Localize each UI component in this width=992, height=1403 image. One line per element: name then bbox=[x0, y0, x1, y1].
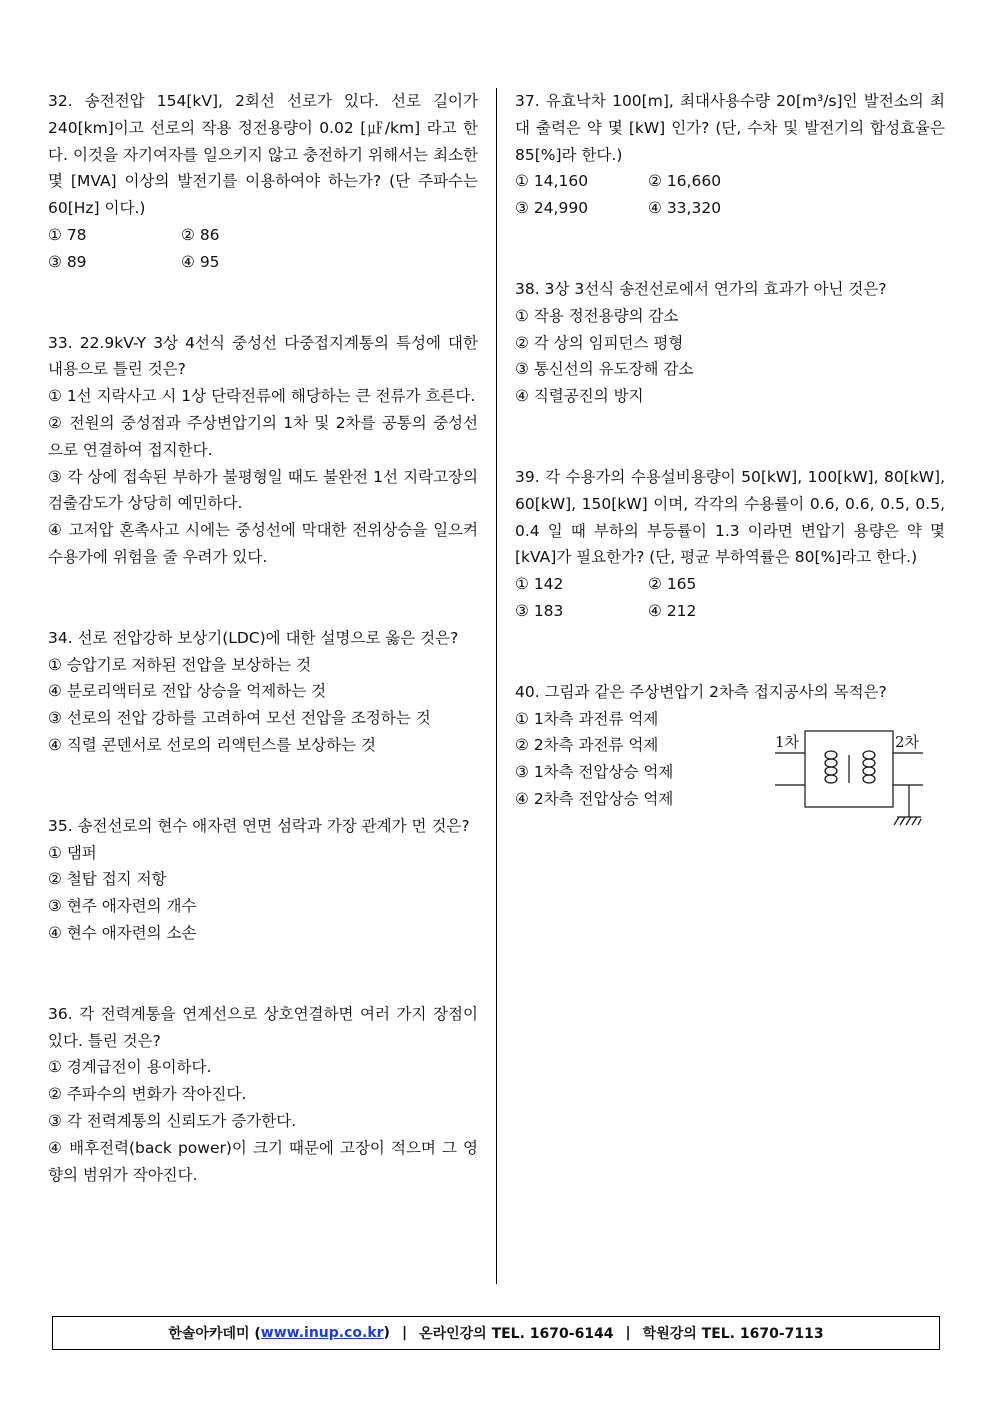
question-stem: 38. 3상 3선식 송전선로에서 연가의 효과가 아닌 것은? bbox=[515, 279, 887, 298]
ground-icon bbox=[894, 817, 921, 825]
option-row bbox=[48, 249, 478, 276]
option-3[interactable]: ③ 선로의 전압 강하를 고려하여 모선 전압을 조정하는 것 bbox=[48, 709, 431, 728]
question-33 bbox=[48, 330, 478, 571]
option-4[interactable]: ④ 직렬공진의 방지 bbox=[515, 387, 644, 406]
option-3[interactable]: ③ 각 상에 접속된 부하가 불평형일 때도 불완전 1선 지락고장의 검출감도가 상당히 예민하다. bbox=[48, 467, 478, 513]
secondary-coil-icon bbox=[863, 751, 875, 783]
option-4[interactable]: ④ 33,320 bbox=[648, 199, 722, 218]
page-footer bbox=[52, 1316, 940, 1350]
transformer-diagram bbox=[773, 725, 933, 837]
option-1[interactable]: ① 작용 정전용량의 감소 bbox=[515, 306, 679, 325]
option-row bbox=[515, 571, 945, 598]
footer-separator: | bbox=[401, 1325, 408, 1341]
left-column bbox=[48, 88, 478, 1188]
option-3[interactable]: ③ 1차측 전압상승 억제 bbox=[515, 763, 674, 782]
question-stem: 34. 선로 전압강하 보상기(LDC)에 대한 설명으로 옳은 것은? bbox=[48, 628, 459, 647]
primary-label: 1차 bbox=[775, 732, 800, 751]
question-stem: 36. 각 전력계통을 연계선으로 상호연결하면 여러 가지 장점이 있다. 틀린 것은? bbox=[48, 1004, 478, 1050]
website-link[interactable]: www.inup.co.kr bbox=[260, 1325, 384, 1341]
question-stem: 37. 유효낙차 100[m], 최대사용수량 20[m³/s]인 발전소의 최대 출력은 약 몇 [kW] 인가? (단, 수차 및 발전기의 합성효율은 85[%]라 한다.) bbox=[515, 92, 945, 164]
footer-separator: | bbox=[625, 1325, 631, 1341]
question-38 bbox=[515, 276, 945, 410]
option-row bbox=[515, 168, 945, 195]
option-3[interactable]: ③ 24,990 bbox=[515, 199, 589, 218]
option-4[interactable]: ④ 현수 애자련의 소손 bbox=[48, 923, 197, 942]
option-2[interactable]: ② 2차측 과전류 억제 bbox=[515, 736, 659, 755]
academy-name: 한솔아카데미 ( bbox=[168, 1326, 261, 1342]
online-phone: 온라인강의 TEL. 1670-6144 bbox=[419, 1326, 614, 1342]
option-4[interactable]: ④ 212 bbox=[648, 601, 697, 620]
question-37 bbox=[515, 88, 945, 222]
option-4[interactable]: ④ 직렬 콘덴서로 선로의 리액턴스를 보상하는 것 bbox=[48, 735, 376, 754]
option-1[interactable]: ① 78 bbox=[48, 225, 87, 244]
question-39 bbox=[515, 464, 945, 625]
option-4[interactable]: ④ 배후전력(back power)이 크기 때문에 고장이 적으며 그 영향의 범위가 작아진다. bbox=[48, 1138, 478, 1184]
option-1[interactable]: ① 1차측 과전류 억제 bbox=[515, 709, 659, 728]
option-2[interactable]: ② 16,660 bbox=[648, 172, 722, 191]
option-2[interactable]: ② 주파수의 변화가 작아진다. bbox=[48, 1085, 247, 1104]
column-divider bbox=[496, 88, 497, 1284]
option-3[interactable]: ③ 89 bbox=[48, 252, 87, 271]
option-4[interactable]: ④ 고저압 혼촉사고 시에는 중성선에 막대한 전위상승을 일으켜 수용가에 위험을 줄 우려가 있다. bbox=[48, 521, 478, 566]
question-stem: 35. 송전선로의 현수 애자련 연면 섬락과 가장 관계가 먼 것은? bbox=[48, 816, 470, 835]
question-stem: 32. 송전전압 154[kV], 2회선 선로가 있다. 선로 길이가 240[km]이고 선로의 작용 정전용량이 0.02 [㎌/km] 라고 한다. 이것을 자기여자를 일으키지 않고 충전하기 위해서는 최소한 몇 [MVA] 이상의 발전기를 이용하여야 하는가? (단 주파수는 60[Hz] 이다.) bbox=[48, 92, 478, 218]
right-column bbox=[515, 88, 945, 813]
option-1[interactable]: ① 댐퍼 bbox=[48, 843, 97, 862]
option-row bbox=[48, 222, 478, 249]
question-stem: 40. 그림과 같은 주상변압기 2차측 접지공사의 목적은? bbox=[515, 682, 887, 701]
option-4[interactable]: ④ 95 bbox=[181, 252, 220, 271]
option-2[interactable]: ② 165 bbox=[648, 575, 697, 594]
option-3[interactable]: ③ 현주 애자련의 개수 bbox=[48, 897, 197, 916]
option-1[interactable]: ① 승압기로 저하된 전압을 보상하는 것 bbox=[48, 655, 312, 674]
option-4[interactable]: ④ 2차측 전압상승 억제 bbox=[515, 789, 674, 808]
option-1[interactable]: ① 경계급전이 용이하다. bbox=[48, 1058, 212, 1077]
question-40 bbox=[515, 679, 945, 813]
option-1[interactable]: ① 14,160 bbox=[515, 172, 589, 191]
primary-coil-icon bbox=[825, 751, 837, 783]
option-3[interactable]: ③ 통신선의 유도장해 감소 bbox=[515, 360, 694, 379]
option-2[interactable]: ② 전원의 중성점과 주상변압기의 1차 및 2차를 공통의 중성선으로 연결하여 접지한다. bbox=[48, 413, 478, 459]
option-3[interactable]: ③ 각 전력계통의 신뢰도가 증가한다. bbox=[48, 1111, 297, 1130]
offline-phone: 학원강의 TEL. 1670-7113 bbox=[642, 1326, 824, 1342]
question-stem: 33. 22.9kV-Y 3상 4선식 중성선 다중접지계통의 특성에 대한 내용으로 틀린 것은? bbox=[48, 333, 478, 379]
question-36 bbox=[48, 1001, 478, 1189]
option-row bbox=[515, 195, 945, 222]
option-3[interactable]: ③ 183 bbox=[515, 601, 564, 620]
question-32 bbox=[48, 88, 478, 276]
academy-close: ) bbox=[383, 1325, 390, 1341]
question-stem: 39. 각 수용가의 수용설비용량이 50[kW], 100[kW], 80[kW], 60[kW], 150[kW] 이며, 각각의 수용률이 0.6, 0.6, 0.5, 0.5, 0.4 일 때 부하의 부등률이 1.3 이라면 변압기 용량은 약 몇 [kVA]가 필요한가? (단, 평균 부하역률은 80[%]라고 한다.) bbox=[515, 467, 945, 567]
option-1[interactable]: ① 142 bbox=[515, 575, 564, 594]
option-2[interactable]: ② 86 bbox=[181, 225, 220, 244]
question-34 bbox=[48, 625, 478, 759]
secondary-label: 2차 bbox=[895, 732, 920, 751]
option-1[interactable]: ① 1선 지락사고 시 1상 단락전류에 해당하는 큰 전류가 흐른다. bbox=[48, 387, 476, 406]
question-35 bbox=[48, 813, 478, 947]
option-2[interactable]: ② 철탑 접지 저항 bbox=[48, 870, 167, 889]
option-row bbox=[515, 598, 945, 625]
option-2[interactable]: ② 각 상의 임피던스 평형 bbox=[515, 333, 684, 352]
option-2[interactable]: ④ 분로리액터로 전압 상승을 억제하는 것 bbox=[48, 682, 327, 701]
